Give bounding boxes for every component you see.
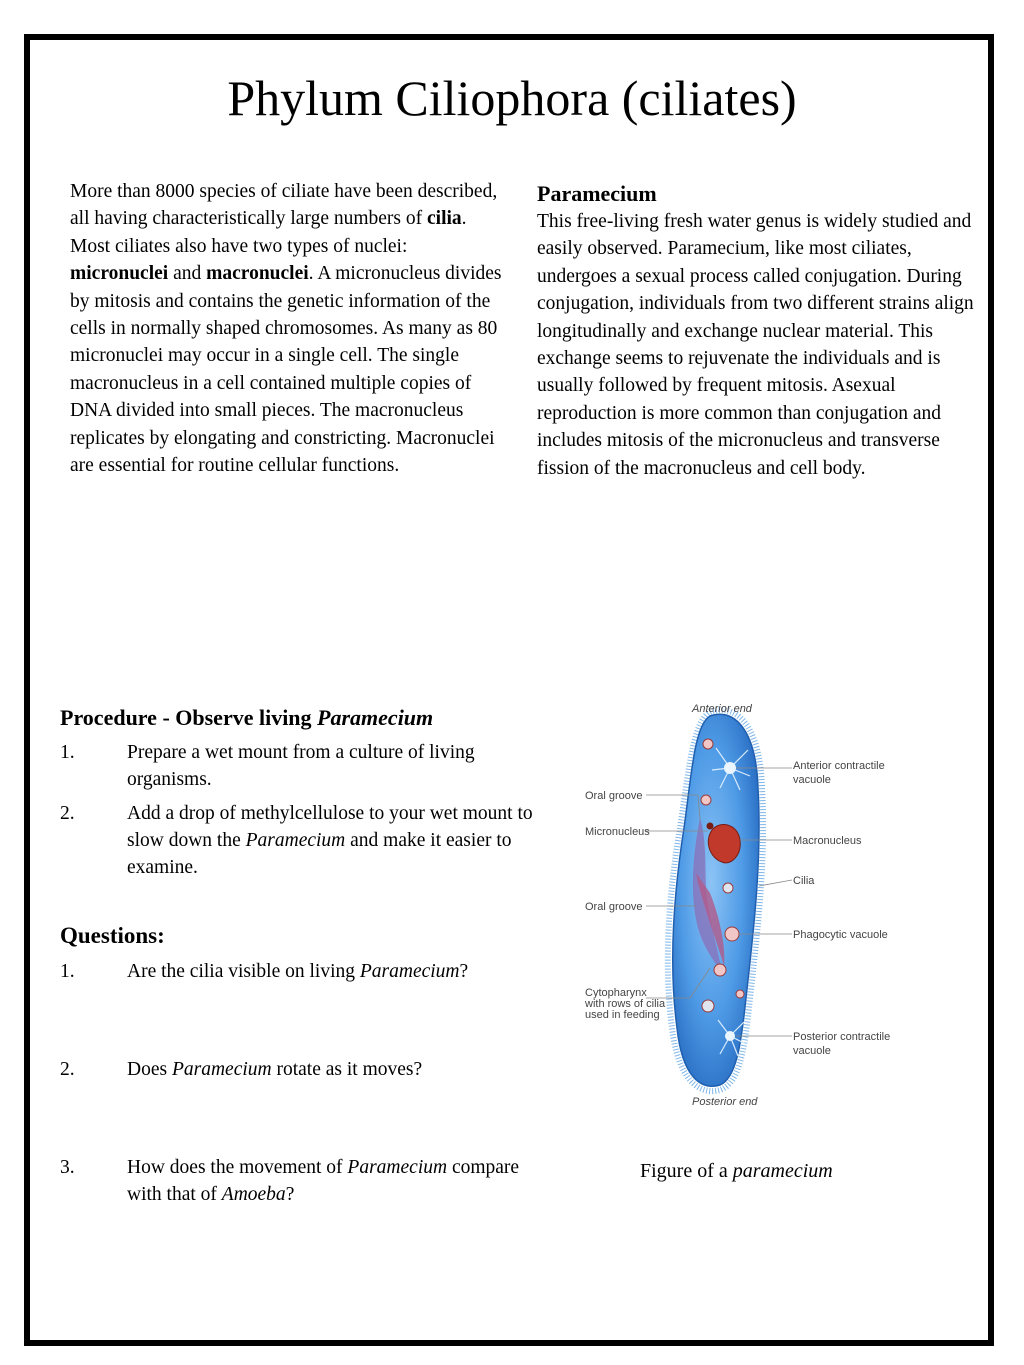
step-italic: Paramecium <box>245 830 346 851</box>
question-number: 1. <box>60 961 75 982</box>
label-anterior-end: Anterior end <box>692 703 752 715</box>
label-anterior-contractile: Anterior contractile <box>793 760 885 772</box>
intro-paragraph <box>70 178 510 479</box>
paramecium-section <box>537 180 977 482</box>
step-text: Prepare a wet mount from a culture of living organisms. <box>127 742 475 790</box>
intro-text-4: . A micronucleus divides by mitosis and contains the genetic information of the cells in normally shaped chromosomes. As many as 80 micronuclei may occur in a single cell. The single macronucleus in a cell contained multiple copies of DNA divided into small pieces. The macronucleus replicates by elongating and constricting. Macronuclei are essential for routine cellular functions. <box>70 263 502 477</box>
label-vacuole-1: vacuole <box>793 774 831 786</box>
label-oral-groove-1: Oral groove <box>585 790 643 802</box>
question-text-a: Are the cilia visible on living <box>127 961 360 982</box>
intro-text-1: More than 8000 species of ciliate have been described, all having characteristically large numbers of <box>70 181 498 230</box>
question-number: 2. <box>60 1059 75 1080</box>
figure-caption <box>640 1158 833 1184</box>
label-vacuole-2: vacuole <box>793 1045 831 1057</box>
question-text <box>127 1154 547 1208</box>
intro-text-3: and <box>168 263 207 285</box>
question-text-b: rotate as it moves? <box>271 1059 423 1080</box>
question-number: 3. <box>60 1157 75 1178</box>
procedure-section <box>60 703 550 733</box>
label-cytopharynx-1: Cytopharynx <box>585 987 647 999</box>
question-text-b: ? <box>459 961 469 982</box>
label-cilia: Cilia <box>793 875 815 887</box>
step-text-b: and make it easier to examine. <box>127 830 512 878</box>
micronucleus-shape <box>707 823 714 830</box>
step-text <box>127 800 547 881</box>
question-italic: Paramecium <box>347 1157 448 1178</box>
step-number: 2. <box>60 803 75 824</box>
procedure-heading-italic: Paramecium <box>317 705 434 730</box>
paramecium-heading: Paramecium <box>537 181 657 206</box>
label-micronucleus: Micronucleus <box>585 826 650 838</box>
label-phagocytic-vacuole: Phagocytic vacuole <box>793 929 888 941</box>
caption-text: Figure of a <box>640 1160 733 1182</box>
question-text-a: Does <box>127 1059 172 1080</box>
questions-heading: Questions: <box>60 923 165 948</box>
question-text-a: How does the movement of <box>127 1157 348 1178</box>
label-cytopharynx-3: used in feeding <box>585 1009 660 1021</box>
label-macronucleus: Macronucleus <box>793 835 862 847</box>
question-text <box>127 1056 547 1083</box>
term-cilia: cilia <box>427 208 462 230</box>
term-micronuclei: micronuclei <box>70 263 169 285</box>
step-number: 1. <box>60 742 75 763</box>
page-title: Phylum Ciliophora (ciliates) <box>227 70 797 126</box>
question-text-c: ? <box>285 1184 295 1205</box>
label-posterior-contractile: Posterior contractile <box>793 1031 891 1043</box>
label-oral-groove-2: Oral groove <box>585 901 643 913</box>
label-posterior-end: Posterior end <box>692 1096 758 1108</box>
term-macronuclei: macronuclei <box>206 263 309 285</box>
procedure-heading <box>60 703 550 733</box>
paramecium-figure <box>580 698 910 1113</box>
label-cytopharynx-2: with rows of cilia <box>585 998 666 1010</box>
question-italic: Paramecium <box>359 961 460 982</box>
question-text-b: compare with that of <box>127 1157 520 1205</box>
question-italic: Paramecium <box>171 1059 272 1080</box>
question-text <box>127 958 547 985</box>
step-text-a: Add a drop of methylcellulose to your wet mount to slow down the <box>127 803 533 851</box>
procedure-heading-text: Procedure - Observe living <box>60 705 318 730</box>
intro-text-2: . Most ciliates also have two types of nuclei: <box>70 208 467 257</box>
question-italic-2: Amoeba <box>221 1184 286 1205</box>
caption-italic: paramecium <box>732 1160 833 1182</box>
paramecium-text: This free-living fresh water genus is widely studied and easily observed. Paramecium, like most ciliates, undergoes a sexual process called conjugation. During conjugation, individuals from two different strains align longitudinally and exchange nuclear material. This exchange seems to rejuvenate the individuals and is usually followed by frequent mitosis. Asexual reproduction is more common than conjugation and includes mitosis of the micronucleus and transverse fission of the macronucleus and cell body. <box>537 211 974 479</box>
